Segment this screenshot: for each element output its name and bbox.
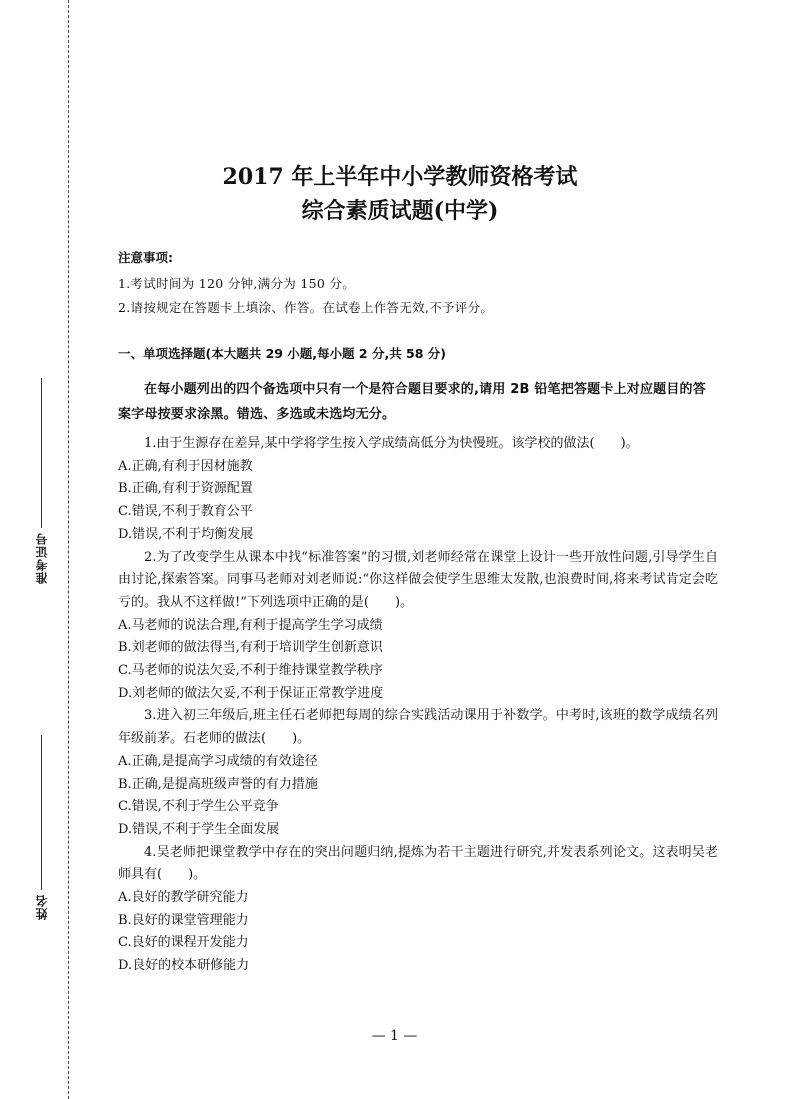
- option-d: D.错误,不利于学生全面发展: [118, 821, 280, 837]
- notes-heading: 注意事项:: [118, 250, 173, 265]
- name-label: 姓名: [34, 894, 49, 920]
- question-1: [118, 433, 718, 547]
- binding-dashed-line: [68, 0, 69, 1099]
- option-a: A.正确,有利于因材施教: [118, 458, 253, 474]
- option-d: D.刘老师的做法欠妥,不利于保证正常教学进度: [118, 685, 384, 701]
- option-c: C.马老师的说法欠妥,不利于维持课堂教学秩序: [118, 663, 383, 679]
- question-4: [118, 842, 718, 978]
- exam-subtitle: 综合素质试题(中学): [301, 198, 499, 224]
- page-number: — 1 —: [371, 1028, 418, 1044]
- option-c: C.错误,不利于教育公平: [118, 504, 253, 520]
- option-a: A.马老师的说法合理,有利于提高学生学习成绩: [118, 617, 383, 633]
- name-field[interactable]: [30, 735, 52, 920]
- question-list: [118, 433, 718, 978]
- question-stem: 2.为了改变学生从课本中找“标准答案”的习惯,刘老师经常在课堂上设计一些开放性问题,引导学生自由讨论,探索答案。同事马老师对刘老师说:“你这样做会使学生思维太发散,也浪费时间,将来考试肯定会吃亏的。我从不这样做!”下列选项中正确的是( )。: [118, 549, 718, 610]
- exam-id-field[interactable]: [30, 378, 52, 584]
- exam-title: 2017 年上半年中小学教师资格考试: [222, 164, 578, 190]
- note-item: 1.考试时间为 120 分钟,满分为 150 分。: [118, 276, 356, 291]
- question-stem: 3.进入初三年级后,班主任石老师把每周的综合实践活动课用于补数学。中考时,该班的数学成绩名列年级前茅。石老师的做法( )。: [118, 708, 718, 747]
- option-b: B.良好的课堂管理能力: [118, 912, 249, 928]
- question-2: [118, 547, 718, 706]
- option-a: A.正确,是提高学习成绩的有效途径: [118, 753, 318, 769]
- option-d: D.错误,不利于均衡发展: [118, 526, 254, 542]
- note-item: 2.请按规定在答题卡上填涂、作答。在试卷上作答无效,不予评分。: [118, 300, 494, 315]
- question-3: [118, 705, 718, 841]
- question-stem: 4.吴老师把课堂教学中存在的突出问题归纳,提炼为若干主题进行研究,并发表系列论文。这表明吴老师具有( )。: [118, 844, 718, 883]
- option-b: B.刘老师的做法得当,有利于培训学生创新意识: [118, 640, 383, 656]
- option-d: D.良好的校本研修能力: [118, 958, 250, 974]
- exam-id-write-line[interactable]: [41, 378, 42, 528]
- option-b: B.正确,有利于资源配置: [118, 481, 253, 497]
- name-write-line[interactable]: [41, 735, 42, 890]
- question-stem: 1.由于生源存在差异,某中学将学生按入学成绩高低分为快慢班。该学校的做法( )。: [144, 436, 639, 451]
- option-c: C.良好的课程开发能力: [118, 935, 249, 951]
- option-a: A.良好的教学研究能力: [118, 890, 249, 906]
- section-instruction: 在每小题列出的四个备选项中只有一个是符合题目要求的,请用 2B 铅笔把答题卡上对应题目的答案字母按要求涂黑。错选、多选或未选均无分。: [118, 382, 706, 422]
- option-c: C.错误,不利于学生公平竞争: [118, 799, 279, 815]
- exam-id-label: 准考证号: [34, 532, 49, 584]
- option-b: B.正确,是提高班级声誉的有力措施: [118, 776, 318, 792]
- section-heading: 一、单项选择题(本大题共 29 小题,每小题 2 分,共 58 分): [118, 346, 447, 361]
